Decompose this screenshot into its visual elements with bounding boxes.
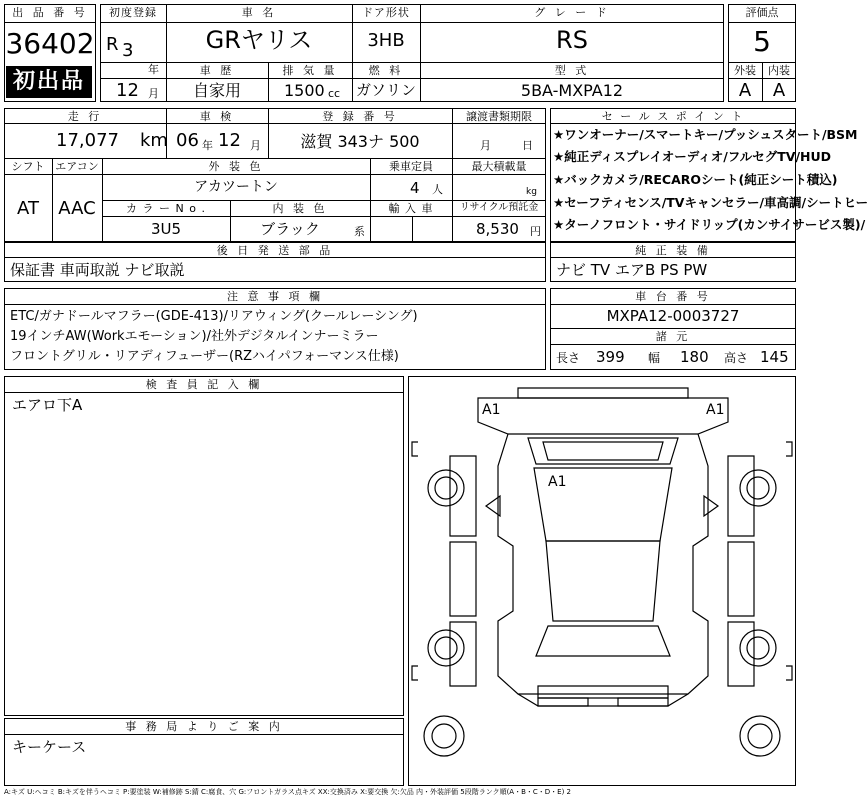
score-value: 5	[753, 25, 771, 58]
ext-color-value: アカツートン	[194, 179, 278, 195]
later-parts-label: 後 日 発 送 部 品	[216, 244, 334, 257]
displacement-value: 1500	[284, 81, 325, 100]
first-reg-year: 3	[122, 40, 134, 61]
first-reg-era: R	[106, 34, 119, 55]
score-label: 評価点	[745, 6, 779, 19]
sales-points-list	[553, 127, 868, 241]
inspection-year: 06	[176, 130, 199, 151]
sales-point: ★セーフティセンス/TVキャンセラー/車高調/シートヒー	[553, 195, 868, 210]
color-no-label: カ ラ ー N o .	[126, 202, 206, 215]
notes-line: 19インチAW(Workエモーション)/社外デジタルインナーミラー	[10, 329, 379, 344]
sales-point: ★ターノフロント・サイドリップ(カンサイサービス製)/	[553, 217, 866, 232]
sales-points-label: セ ー ル ス ポ イ ン ト	[601, 110, 745, 123]
equipment-value: ナビ TV エアB PS PW	[556, 261, 708, 279]
width-value: 180	[680, 348, 709, 366]
reg-label: 登 録 番 号	[322, 110, 398, 123]
exterior-value: A	[738, 80, 752, 101]
int-color-value: ブラック	[260, 220, 320, 238]
ac-value: AAC	[58, 198, 96, 219]
door-value: 3HB	[367, 30, 405, 51]
lot-number-label: 出 品 番 号	[12, 6, 88, 19]
import-label: 輸 入 車	[388, 202, 434, 215]
sales-point: ★バックカメラ/RECAROシート(純正シート積込)	[553, 172, 838, 187]
inspection-month-unit: 月	[250, 139, 261, 152]
color-no-value: 3U5	[150, 220, 182, 238]
history-value: 自家用	[192, 81, 241, 100]
sales-point: ★ワンオーナー/スマートキー/プッシュスタート/BSM	[553, 127, 858, 142]
recycle-label: リサイクル預託金	[459, 202, 539, 213]
height-value: 145	[760, 348, 789, 366]
equipment-label: 純 正 装 備	[635, 244, 711, 257]
ac-label: エアコン	[55, 160, 99, 173]
load-unit: kg	[526, 187, 537, 197]
sales-point: ★純正ディスプレイオーディオ/フルセグTV/HUD	[553, 149, 832, 164]
first-reg-month: 12	[116, 80, 139, 101]
mileage-value: 17,077	[56, 130, 119, 151]
transfer-day-unit: 日	[522, 139, 533, 152]
inspector-label: 検 査 員 記 入 欄	[145, 378, 263, 391]
load-label: 最大積載量	[471, 160, 527, 173]
inspection-year-unit: 年	[202, 139, 213, 152]
ext-color-label: 外 装 色	[208, 160, 264, 173]
displacement-unit: cc	[328, 87, 341, 100]
fuel-value: ガソリン	[355, 81, 416, 99]
grade-label: グ レ ー ド	[534, 6, 610, 19]
fuel-label: 燃 料	[368, 64, 404, 77]
shift-label: シフト	[11, 160, 45, 173]
mileage-unit: km	[140, 130, 168, 151]
first-reg-label: 初度登録	[109, 6, 157, 19]
height-label: 高さ	[724, 351, 749, 365]
capacity-value: 4	[410, 179, 420, 197]
lot-number: 36402	[5, 27, 95, 60]
history-label: 車 歴	[199, 64, 235, 77]
length-value: 399	[596, 348, 625, 366]
mileage-label: 走 行	[67, 110, 103, 123]
damage-mark: A1	[482, 402, 501, 418]
inspector-box	[4, 376, 404, 716]
int-color-label: 内 装 色	[272, 202, 328, 215]
inspection-month: 12	[218, 130, 241, 151]
inspection-label: 車 検	[199, 110, 235, 123]
grade-value: RS	[556, 26, 588, 54]
transfer-label: 譲渡書類期限	[466, 110, 532, 123]
year-unit: 年	[148, 63, 159, 76]
car-name-label: 車 名	[241, 6, 277, 19]
model-label: 型 式	[554, 64, 590, 77]
notes-line: ETC/ガナドールマフラー(GDE-413)/リアウィング(クールレーシング)	[10, 309, 418, 324]
displacement-label: 排 気 量	[282, 64, 338, 77]
capacity-label: 乗車定員	[389, 160, 433, 173]
recycle-value: 8,530	[476, 220, 519, 238]
damage-mark: A1	[706, 402, 725, 418]
recycle-unit: 円	[530, 225, 541, 238]
capacity-unit: 人	[432, 183, 443, 196]
width-label: 幅	[648, 351, 661, 365]
length-label: 長さ	[556, 351, 581, 365]
notes-label: 注 意 事 項 欄	[227, 290, 323, 303]
reg-value: 滋賀 343ナ 500	[300, 132, 420, 151]
car-name: GRヤリス	[205, 26, 313, 54]
month-unit: 月	[148, 87, 159, 100]
door-label: ドア形状	[362, 6, 410, 19]
int-color-unit: 系	[354, 225, 365, 238]
first-listing-badge: 初出品	[6, 66, 92, 98]
office-text: キーケース	[12, 738, 87, 756]
chassis-value: MXPA12-0003727	[606, 307, 740, 325]
transfer-month-unit: 月	[480, 139, 491, 152]
notes-line: フロントグリル・リアディフューザー(RZハイパフォーマンス仕様)	[10, 349, 399, 364]
later-parts-value: 保証書 車両取説 ナビ取説	[10, 261, 185, 279]
office-label: 事 務 局 よ り ご 案 内	[125, 720, 283, 733]
dims-label: 諸 元	[655, 330, 691, 343]
shift-value: AT	[17, 198, 39, 219]
model-value: 5BA-MXPA12	[520, 81, 624, 100]
inspector-text: エアロ下A	[12, 396, 83, 414]
interior-value: A	[772, 80, 786, 101]
interior-label: 内装	[768, 64, 790, 77]
chassis-label: 車 台 番 号	[635, 290, 711, 303]
damage-mark: A1	[548, 474, 567, 490]
car-diagram	[408, 376, 796, 786]
damage-legend: A:キズ U:ヘコミ B:キズを伴うヘコミ P:要塗装 W:補修跡 S:錆 C:腐食、穴 G:フロントガラス点キズ XX:交換済み X:要交換 欠:欠品 内・外装評価 5段階ランク順(A・B・C・D・E) 2	[4, 788, 572, 796]
exterior-label: 外装	[734, 64, 756, 77]
